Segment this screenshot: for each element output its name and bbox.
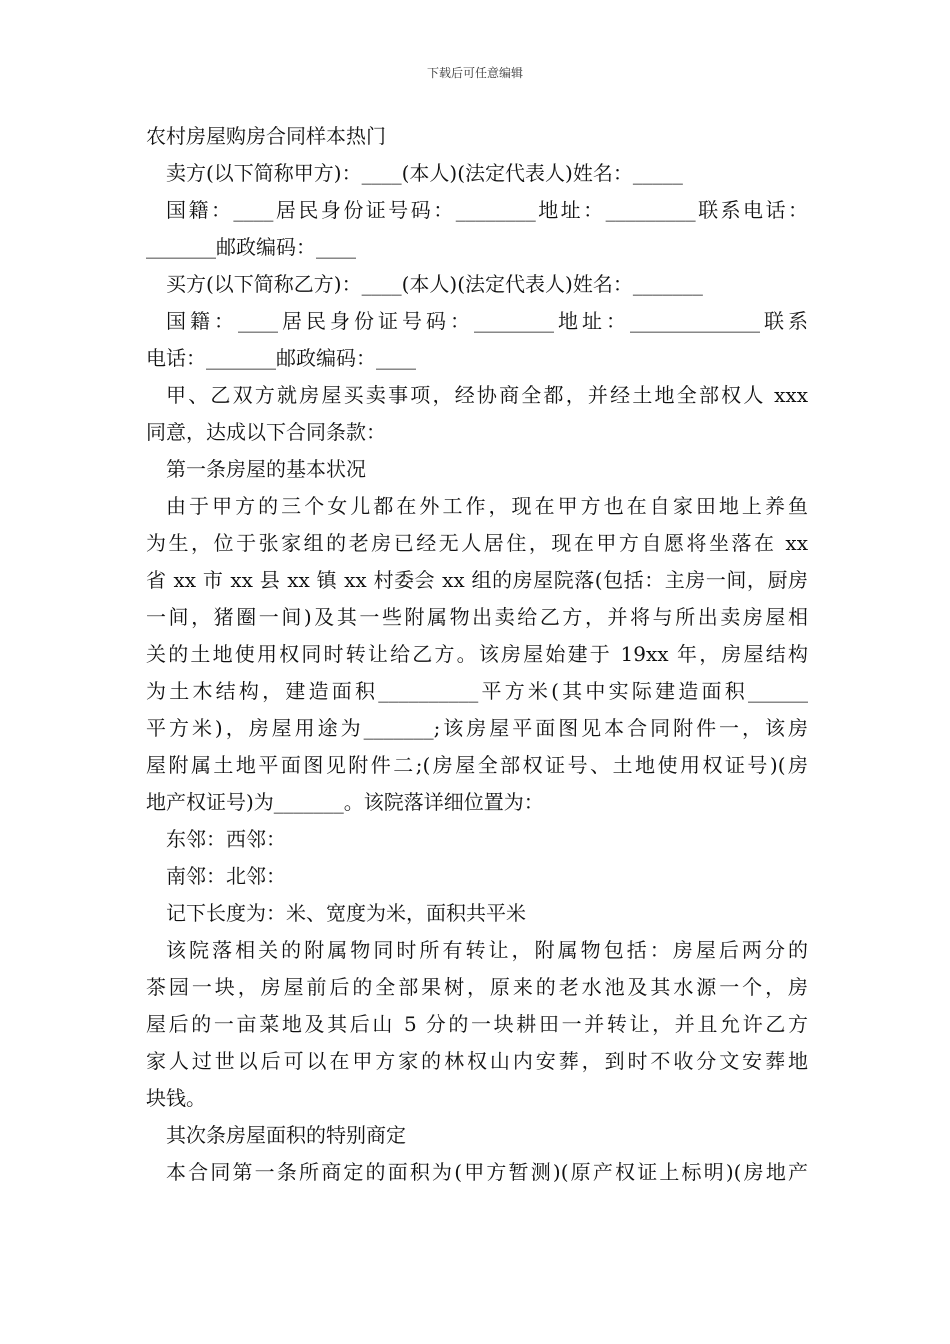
paragraph-line: 家人过世以后可以在甲方家的林权山内安葬，到时不收分文安葬地	[146, 1049, 808, 1073]
paragraph-line: 平方米)，房屋用途为_______;该房屋平面图见本合同附件一，该房	[146, 716, 808, 740]
paragraph-line: 一间，猪圈一间)及其一些附属物出卖给乙方，并将与所出卖房屋相	[146, 605, 808, 629]
paragraph-line: 块钱。	[146, 1086, 206, 1110]
paragraph-line: 为生，位于张家组的老房已经无人居住，现在甲方自愿将坐落在 xx	[146, 531, 808, 555]
paragraph-line: 省 xx 市 xx 县 xx 镇 xx 村委会 xx 组的房屋院落(包括：主房一间，厨房	[146, 568, 808, 592]
dimension-line: 记下长度为：米、宽度为米，面积共平米	[166, 901, 526, 925]
paragraph-line: 本合同第一条所商定的面积为(甲方暂测)(原产权证上标明)(房地产	[166, 1160, 808, 1184]
paragraph-line: 由于甲方的三个女儿都在外工作，现在甲方也在自家田地上养鱼	[166, 494, 808, 518]
paragraph-line: 甲、乙双方就房屋买卖事项，经协商全都，并经土地全部权人 xxx	[166, 383, 808, 407]
paragraph-line: 茶园一块，房屋前后的全部果树，原来的老水池及其水源一个，房	[146, 975, 808, 999]
paragraph-line: 屋附属土地平面图见附件二;(房屋全部权证号、土地使用权证号)(房	[146, 753, 808, 777]
paragraph-line: 屋后的一亩菜地及其后山 5 分的一块耕田一并转让，并且允许乙方	[146, 1012, 808, 1036]
section-heading: 其次条房屋面积的特别商定	[166, 1123, 406, 1147]
buyer-line: 买方(以下简称乙方)：____(本人)(法定代表人)姓名：_______	[166, 272, 703, 296]
buyer-info-line: 国籍：____居民身份证号码：________地址：_____________联系	[166, 309, 808, 333]
seller-line: 卖方(以下简称甲方)：____(本人)(法定代表人)姓名：_____	[166, 161, 683, 185]
section-heading: 第一条房屋的基本状况	[166, 457, 366, 481]
paragraph-line: 同意，达成以下合同条款：	[146, 420, 386, 444]
buyer-postal-line: 电话：_______邮政编码：____	[146, 346, 416, 370]
paragraph-line: 地产权证号)为_______。该院落详细位置为：	[146, 790, 544, 814]
paragraph-line: 为土木结构，建造面积__________平方米(其中实际建造面积______	[146, 679, 808, 703]
seller-info-line: 国籍：____居民身份证号码：________地址：_________联系电话：	[166, 198, 808, 222]
document-body	[146, 118, 808, 1191]
neighbor-line: 南邻：北邻：	[166, 864, 286, 888]
paragraph-line: 关的土地使用权同时转让给乙方。该房屋始建于 19xx 年，房屋结构	[146, 642, 808, 666]
seller-postal-line: _______邮政编码：____	[146, 235, 356, 259]
page-header: 下载后可任意编辑	[426, 66, 523, 80]
paragraph-line: 该院落相关的附属物同时所有转让，附属物包括：房屋后两分的	[166, 938, 808, 962]
neighbor-line: 东邻：西邻：	[166, 827, 286, 851]
document-title: 农村房屋购房合同样本热门	[146, 124, 386, 148]
